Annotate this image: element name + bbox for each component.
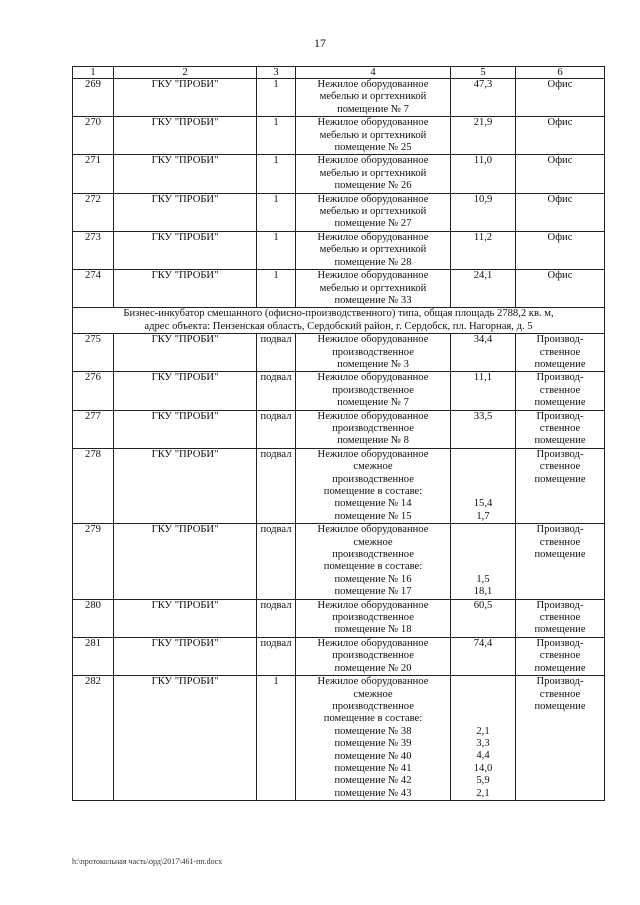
cell-line: помещение — [534, 397, 586, 409]
cell-line: смежное — [353, 688, 393, 700]
cell-line: помещение № 33 — [334, 294, 412, 306]
area-cell: 10,9 — [451, 193, 516, 231]
table-row — [73, 372, 605, 410]
cell-line: производственное — [332, 700, 414, 712]
cell-line: помещение № 26 — [334, 180, 412, 192]
cell-line: производственное — [332, 346, 414, 358]
owner-cell: ГКУ "ПРОБИ" — [114, 193, 257, 231]
description-cell — [296, 524, 451, 599]
section-title — [73, 308, 605, 334]
row-number: 276 — [73, 372, 114, 410]
section-row — [73, 308, 605, 334]
cell-line: Нежилое оборудованное — [317, 676, 429, 688]
cell-line: ственное — [539, 688, 581, 700]
row-number: 274 — [73, 270, 114, 308]
purpose-cell — [516, 270, 605, 308]
description-cell — [296, 270, 451, 308]
description-cell — [296, 79, 451, 117]
cell-line: помещение в составе: — [323, 486, 423, 497]
cell-line — [453, 688, 513, 700]
purpose-cell — [516, 334, 605, 372]
cell-line: помещение № 39 — [334, 738, 412, 750]
purpose-cell — [516, 637, 605, 675]
cell-line: Офис — [547, 79, 573, 90]
header-cell-1: 1 — [73, 67, 114, 79]
file-path-footer: h:\протокольная часть\орд\2017\461-пп.docx — [72, 857, 223, 866]
owner-cell: ГКУ "ПРОБИ" — [114, 676, 257, 801]
floor-cell: подвал — [257, 410, 296, 448]
table-row — [73, 231, 605, 269]
owner-cell: ГКУ "ПРОБИ" — [114, 524, 257, 599]
cell-line: Нежилое оборудованное — [317, 372, 429, 384]
cell-line — [453, 474, 513, 486]
cell-line: мебелью и оргтехникой — [319, 91, 427, 103]
purpose-cell — [516, 524, 605, 599]
owner-cell: ГКУ "ПРОБИ" — [114, 270, 257, 308]
cell-line: помещение — [534, 435, 586, 447]
floor-cell: подвал — [257, 599, 296, 637]
header-row — [73, 67, 605, 79]
cell-line: помещение № 40 — [334, 750, 412, 762]
area-cell: 24,1 — [451, 270, 516, 308]
description-cell — [296, 676, 451, 801]
cell-line: 2,1 — [476, 725, 490, 737]
cell-line: помещение № 18 — [334, 624, 412, 636]
cell-line: Офис — [547, 155, 573, 167]
purpose-cell — [516, 448, 605, 523]
area-cell: 74,4 — [451, 637, 516, 675]
cell-line: помещение № 16 — [334, 573, 412, 585]
floor-cell: подвал — [257, 448, 296, 523]
purpose-cell — [516, 599, 605, 637]
cell-line: Нежилое оборудованное — [317, 637, 429, 649]
table-row — [73, 270, 605, 308]
floor-cell: 1 — [257, 117, 296, 155]
owner-cell: ГКУ "ПРОБИ" — [114, 599, 257, 637]
cell-line: Нежилое оборудованное — [317, 79, 429, 90]
table-row — [73, 676, 605, 801]
owner-cell: ГКУ "ПРОБИ" — [114, 637, 257, 675]
floor-cell: подвал — [257, 372, 296, 410]
floor-cell: подвал — [257, 334, 296, 372]
cell-line: 14,0 — [473, 762, 493, 774]
cell-line: мебелью и оргтехникой — [319, 167, 427, 179]
area-cell: 60,5 — [451, 599, 516, 637]
cell-line: Нежилое оборудованное — [317, 448, 429, 460]
cell-line: Нежилое оборудованное — [317, 193, 429, 205]
cell-line: 1,7 — [476, 510, 490, 522]
cell-line: Производ- — [536, 372, 584, 384]
cell-line: производственное — [332, 422, 414, 434]
cell-line: 1,5 — [476, 573, 490, 585]
cell-line: помещение № 27 — [334, 218, 412, 230]
table-row — [73, 79, 605, 117]
cell-line: смежное — [353, 536, 393, 548]
cell-line: Офис — [547, 270, 573, 282]
cell-line: помещение № 7 — [337, 397, 409, 409]
cell-line: ственное — [539, 384, 581, 396]
floor-cell: подвал — [257, 524, 296, 599]
cell-line — [453, 713, 513, 725]
owner-cell: ГКУ "ПРОБИ" — [114, 117, 257, 155]
cell-line: помещение — [534, 662, 586, 674]
cell-line: смежное — [353, 461, 393, 473]
owner-cell: ГКУ "ПРОБИ" — [114, 372, 257, 410]
row-number: 280 — [73, 599, 114, 637]
cell-line — [453, 449, 513, 461]
floor-cell: подвал — [257, 637, 296, 675]
header-cell-6: 6 — [516, 67, 605, 79]
header-cell-4: 4 — [296, 67, 451, 79]
cell-line: 15,4 — [473, 498, 493, 510]
page-number: 17 — [314, 36, 326, 50]
owner-cell: ГКУ "ПРОБИ" — [114, 334, 257, 372]
floor-cell: 1 — [257, 193, 296, 231]
cell-line: помещение — [534, 700, 586, 712]
cell-line: производственное — [332, 650, 414, 662]
cell-line: ственное — [539, 422, 581, 434]
purpose-cell — [516, 410, 605, 448]
cell-line: Производ- — [536, 448, 584, 460]
row-number: 281 — [73, 637, 114, 675]
cell-line: мебелью и оргтехникой — [319, 282, 427, 294]
cell-line — [453, 524, 513, 536]
description-cell — [296, 448, 451, 523]
row-number: 278 — [73, 448, 114, 523]
cell-line: помещение № 42 — [334, 775, 412, 787]
cell-line: Нежилое оборудованное — [317, 117, 429, 129]
cell-line: Производ- — [536, 410, 584, 422]
cell-line: Нежилое оборудованное — [317, 599, 429, 611]
cell-line: производственное — [332, 384, 414, 396]
floor-cell: 1 — [257, 79, 296, 117]
cell-line: ственное — [539, 650, 581, 662]
area-cell: 21,9 — [451, 117, 516, 155]
row-number: 277 — [73, 410, 114, 448]
cell-line: 3,3 — [476, 738, 490, 750]
cell-line: помещение № 3 — [337, 358, 409, 370]
cell-line: Производ- — [536, 676, 584, 688]
area-cell: 47,3 — [451, 79, 516, 117]
row-number: 273 — [73, 231, 114, 269]
cell-line: Офис — [547, 117, 573, 129]
row-number: 269 — [73, 79, 114, 117]
description-cell — [296, 334, 451, 372]
table-row — [73, 117, 605, 155]
cell-line: Производ- — [536, 637, 584, 649]
cell-line: помещение — [534, 624, 586, 636]
cell-line — [453, 461, 513, 473]
cell-line: помещение — [534, 358, 586, 370]
purpose-cell — [516, 193, 605, 231]
description-cell — [296, 117, 451, 155]
row-number: 282 — [73, 676, 114, 801]
area-cell: 11,0 — [451, 155, 516, 193]
table-row — [73, 193, 605, 231]
table-row — [73, 448, 605, 523]
cell-line — [453, 561, 513, 573]
description-cell — [296, 155, 451, 193]
area-cell: 34,4 — [451, 334, 516, 372]
table-row — [73, 637, 605, 675]
cell-line: производственное — [332, 549, 414, 561]
cell-line: мебелью и оргтехникой — [319, 244, 427, 256]
description-cell — [296, 231, 451, 269]
cell-line: Нежилое оборудованное — [317, 231, 429, 243]
floor-cell: 1 — [257, 270, 296, 308]
property-table — [72, 66, 605, 801]
cell-line: производственное — [332, 473, 414, 485]
cell-line — [453, 549, 513, 561]
row-number: 279 — [73, 524, 114, 599]
cell-line: помещение в составе: — [323, 561, 423, 573]
owner-cell: ГКУ "ПРОБИ" — [114, 231, 257, 269]
cell-line: помещение № 8 — [337, 435, 409, 447]
cell-line: 2,1 — [476, 787, 490, 799]
cell-line: помещение № 41 — [334, 762, 412, 774]
cell-line: Нежилое оборудованное — [317, 155, 429, 167]
cell-line: помещение № 15 — [334, 510, 412, 522]
cell-line: помещение № 20 — [334, 662, 412, 674]
cell-line: Нежилое оборудованное — [317, 410, 429, 422]
owner-cell: ГКУ "ПРОБИ" — [114, 410, 257, 448]
row-number: 270 — [73, 117, 114, 155]
header-cell-5: 5 — [451, 67, 516, 79]
purpose-cell — [516, 231, 605, 269]
cell-line: ственное — [539, 536, 581, 548]
description-cell — [296, 372, 451, 410]
cell-line: мебелью и оргтехникой — [319, 129, 427, 141]
floor-cell: 1 — [257, 676, 296, 801]
cell-line: ственное — [539, 346, 581, 358]
cell-line — [453, 486, 513, 498]
cell-line: Нежилое оборудованное — [317, 334, 429, 346]
cell-line: Нежилое оборудованное — [317, 524, 429, 536]
table-row — [73, 524, 605, 599]
area-cell: 11,2 — [451, 231, 516, 269]
cell-line: помещение № 7 — [337, 103, 409, 115]
purpose-cell — [516, 155, 605, 193]
description-cell — [296, 599, 451, 637]
description-cell — [296, 193, 451, 231]
owner-cell: ГКУ "ПРОБИ" — [114, 79, 257, 117]
cell-line: помещение — [534, 473, 586, 485]
cell-line: Нежилое оборудованное — [317, 270, 429, 282]
area-cell — [451, 676, 516, 801]
header-cell-2: 2 — [114, 67, 257, 79]
cell-line: Производ- — [536, 334, 584, 346]
floor-cell: 1 — [257, 231, 296, 269]
cell-line: ственное — [539, 612, 581, 624]
cell-line: помещение № 17 — [334, 586, 412, 598]
table-row — [73, 334, 605, 372]
cell-line: помещение № 25 — [334, 142, 412, 154]
owner-cell: ГКУ "ПРОБИ" — [114, 448, 257, 523]
floor-cell: 1 — [257, 155, 296, 193]
purpose-cell — [516, 372, 605, 410]
cell-line: помещение в составе: — [323, 713, 423, 725]
cell-line: 18,1 — [473, 586, 493, 598]
cell-line: помещение № 14 — [334, 498, 412, 510]
description-cell — [296, 637, 451, 675]
cell-line: помещение № 43 — [334, 787, 412, 799]
section-title-line: адрес объекта: Пензенская область, Сердобский район, г. Сердобск, пл. Нагорная, д. 5 — [144, 320, 533, 332]
purpose-cell — [516, 79, 605, 117]
cell-line: помещение — [534, 549, 586, 561]
description-cell — [296, 410, 451, 448]
cell-line: Офис — [547, 193, 573, 205]
owner-cell: ГКУ "ПРОБИ" — [114, 155, 257, 193]
cell-line — [453, 676, 513, 688]
table-row — [73, 155, 605, 193]
cell-line: Офис — [547, 231, 573, 243]
area-cell: 33,5 — [451, 410, 516, 448]
purpose-cell — [516, 676, 605, 801]
cell-line — [453, 537, 513, 549]
cell-line — [453, 701, 513, 713]
cell-line: Производ- — [536, 524, 584, 536]
row-number: 271 — [73, 155, 114, 193]
cell-line: ственное — [539, 461, 581, 473]
cell-line: производственное — [332, 612, 414, 624]
area-cell — [451, 448, 516, 523]
row-number: 275 — [73, 334, 114, 372]
table-row — [73, 410, 605, 448]
purpose-cell — [516, 117, 605, 155]
row-number: 272 — [73, 193, 114, 231]
cell-line: 5,9 — [476, 775, 490, 787]
cell-line: Производ- — [536, 599, 584, 611]
area-cell: 11,1 — [451, 372, 516, 410]
section-title-line: Бизнес-инкубатор смешанного (офисно-производственного) типа, общая площадь 2788,2 кв. м, — [123, 308, 554, 320]
cell-line: помещение № 28 — [334, 256, 412, 268]
cell-line: мебелью и оргтехникой — [319, 206, 427, 218]
cell-line: 4,4 — [476, 750, 490, 762]
table-row — [73, 599, 605, 637]
header-cell-3: 3 — [257, 67, 296, 79]
area-cell — [451, 524, 516, 599]
cell-line: помещение № 38 — [334, 725, 412, 737]
